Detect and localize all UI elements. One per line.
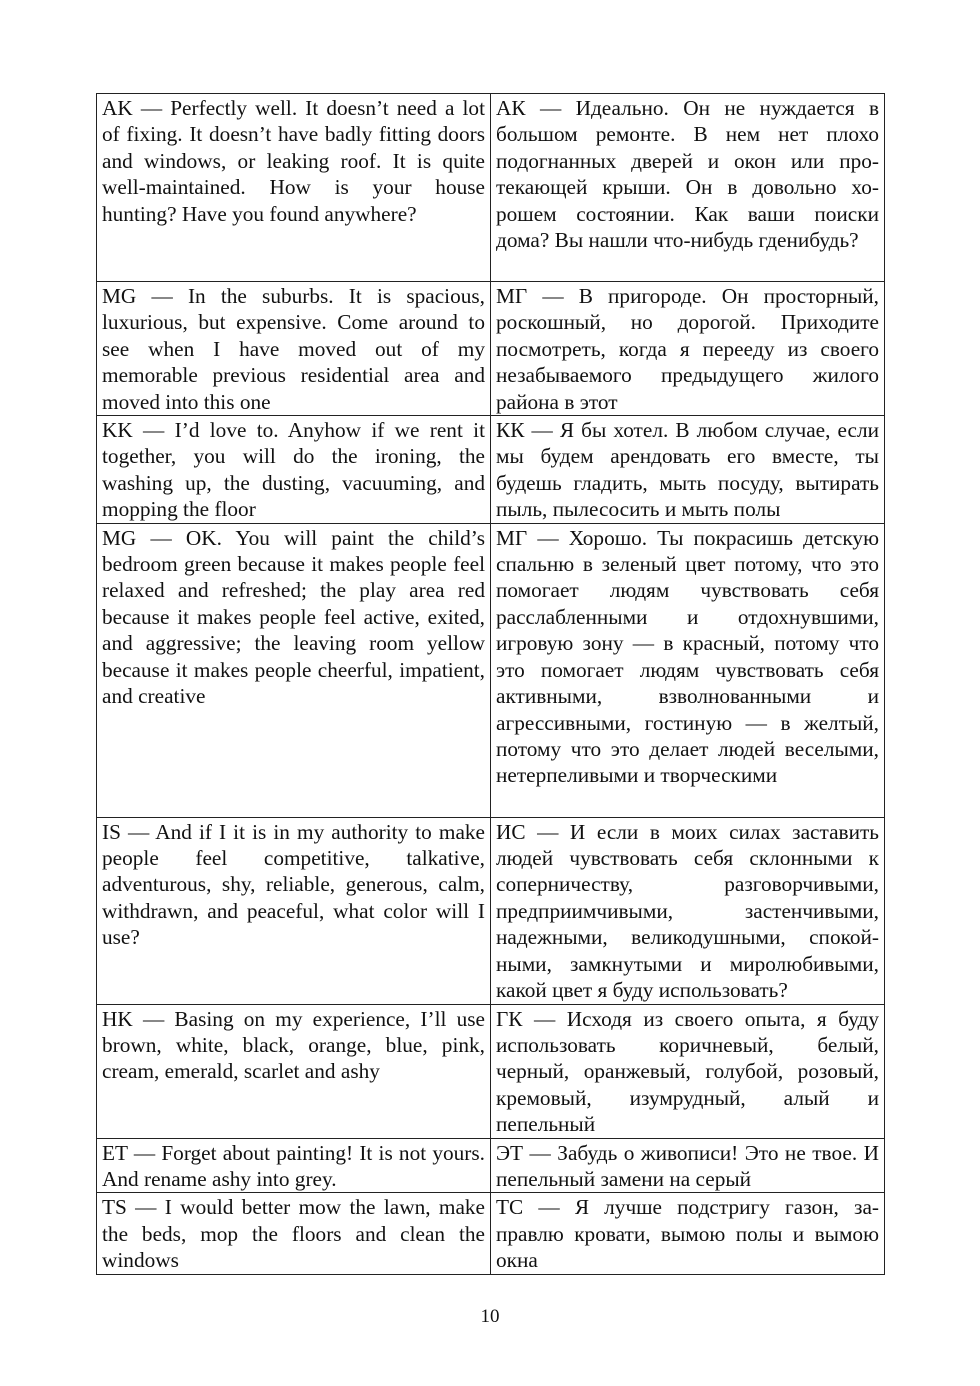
english-cell: IS — And if I it is in my authority to make people feel competitive, talkative, adventurous, shy, reliable, generous, calm, withdrawn, and peaceful, what color will I use? [97,817,491,1004]
table-row [97,416,885,524]
russian-cell: ТС — Я лучше подстригу газон, заправлю кровати, вымою полы и вымою окна [491,1193,885,1274]
russian-cell: ИС — И если в моих силах заставить людей чувствовать себя склонными к соперничеству, разговорчивыми, предприимчивыми, застенчивыми, надежными, великодушными, спокойными, замкнутыми и миролюбивыми, какой цвет я буду использовать? [491,817,885,1004]
table-row [97,1138,885,1193]
table-row [97,94,885,282]
dialogue-translation-table [96,93,885,1275]
table-row [97,1004,885,1138]
russian-cell: АК — Идеально. Он не нуждается в большом ремонте. В нем нет плохо подогнанных дверей и окон или протекающей крыши. Он в довольно хорошем состоянии. Как ваши поиски дома? Вы нашли что-нибудь гденибудь? [491,94,885,282]
english-cell: MG — In the suburbs. It is spacious, luxurious, but expensive. Come around to see when I have moved out of my memorable previous residential area and moved into this one [97,282,491,416]
english-cell: ET — Forget about painting! It is not yours. And rename ashy into grey. [97,1138,491,1193]
table-row [97,1193,885,1274]
english-cell: AK — Perfectly well. It doesn’t need a lot of fixing. It doesn’t have badly fitting doors and windows, or leaking roof. It is quite well-maintained. How is your house hunting? Have you found anywhere? [97,94,491,282]
english-cell: KK — I’d love to. Anyhow if we rent it together, you will do the ironing, the washing up, the dusting, vacuuming, and mopping the floor [97,416,491,524]
russian-cell: МГ — Хорошо. Ты покрасишь детскую спальню в зеленый цвет потому, что это помогает людям чувствовать себя расслабленными и отдохнувшими, игровую зону — в красный, потому что это помогает людям чувствовать себя активными, взволнованными и агрессивными, гостиную — в желтый, потому что это делает людей веселыми, нетерпеливыми и творческими [491,523,885,817]
english-cell: HK — Basing on my experience, I’ll use brown, white, black, orange, blue, pink, cream, emerald, scarlet and ashy [97,1004,491,1138]
english-cell: MG — OK. You will paint the child’s bedroom green because it makes people feel relaxed and refreshed; the play area red because it makes people feel active, exited, and aggressive; the leaving room yellow because it makes people cheerful, impatient, and creative [97,523,491,817]
table-row [97,282,885,416]
english-cell: TS — I would better mow the lawn, make the beds, mop the floors and clean the windows [97,1193,491,1274]
russian-cell: МГ — В пригороде. Он просторный, роскошный, но дорогой. Приходите посмотреть, когда я переeду из своего незабываемого предыдущего жилого района в этот [491,282,885,416]
russian-cell: ЭТ — Забудь о живописи! Это не твое. И пепельный замени на серый [491,1138,885,1193]
table-row [97,817,885,1004]
russian-cell: КК — Я бы хотел. В любом случае, если мы будем арендовать его вместе, ты будешь гладить, мыть посуду, вытирать пыль, пылесосить и мыть полы [491,416,885,524]
document-page [96,93,884,1275]
page-number: 10 [480,1306,500,1327]
table-row [97,523,885,817]
russian-cell: ГК — Исходя из своего опыта, я буду использовать коричневый, белый, черный, оранжевый, голубой, розовый, кремовый, изумрудный, алый и пепельный [491,1004,885,1138]
